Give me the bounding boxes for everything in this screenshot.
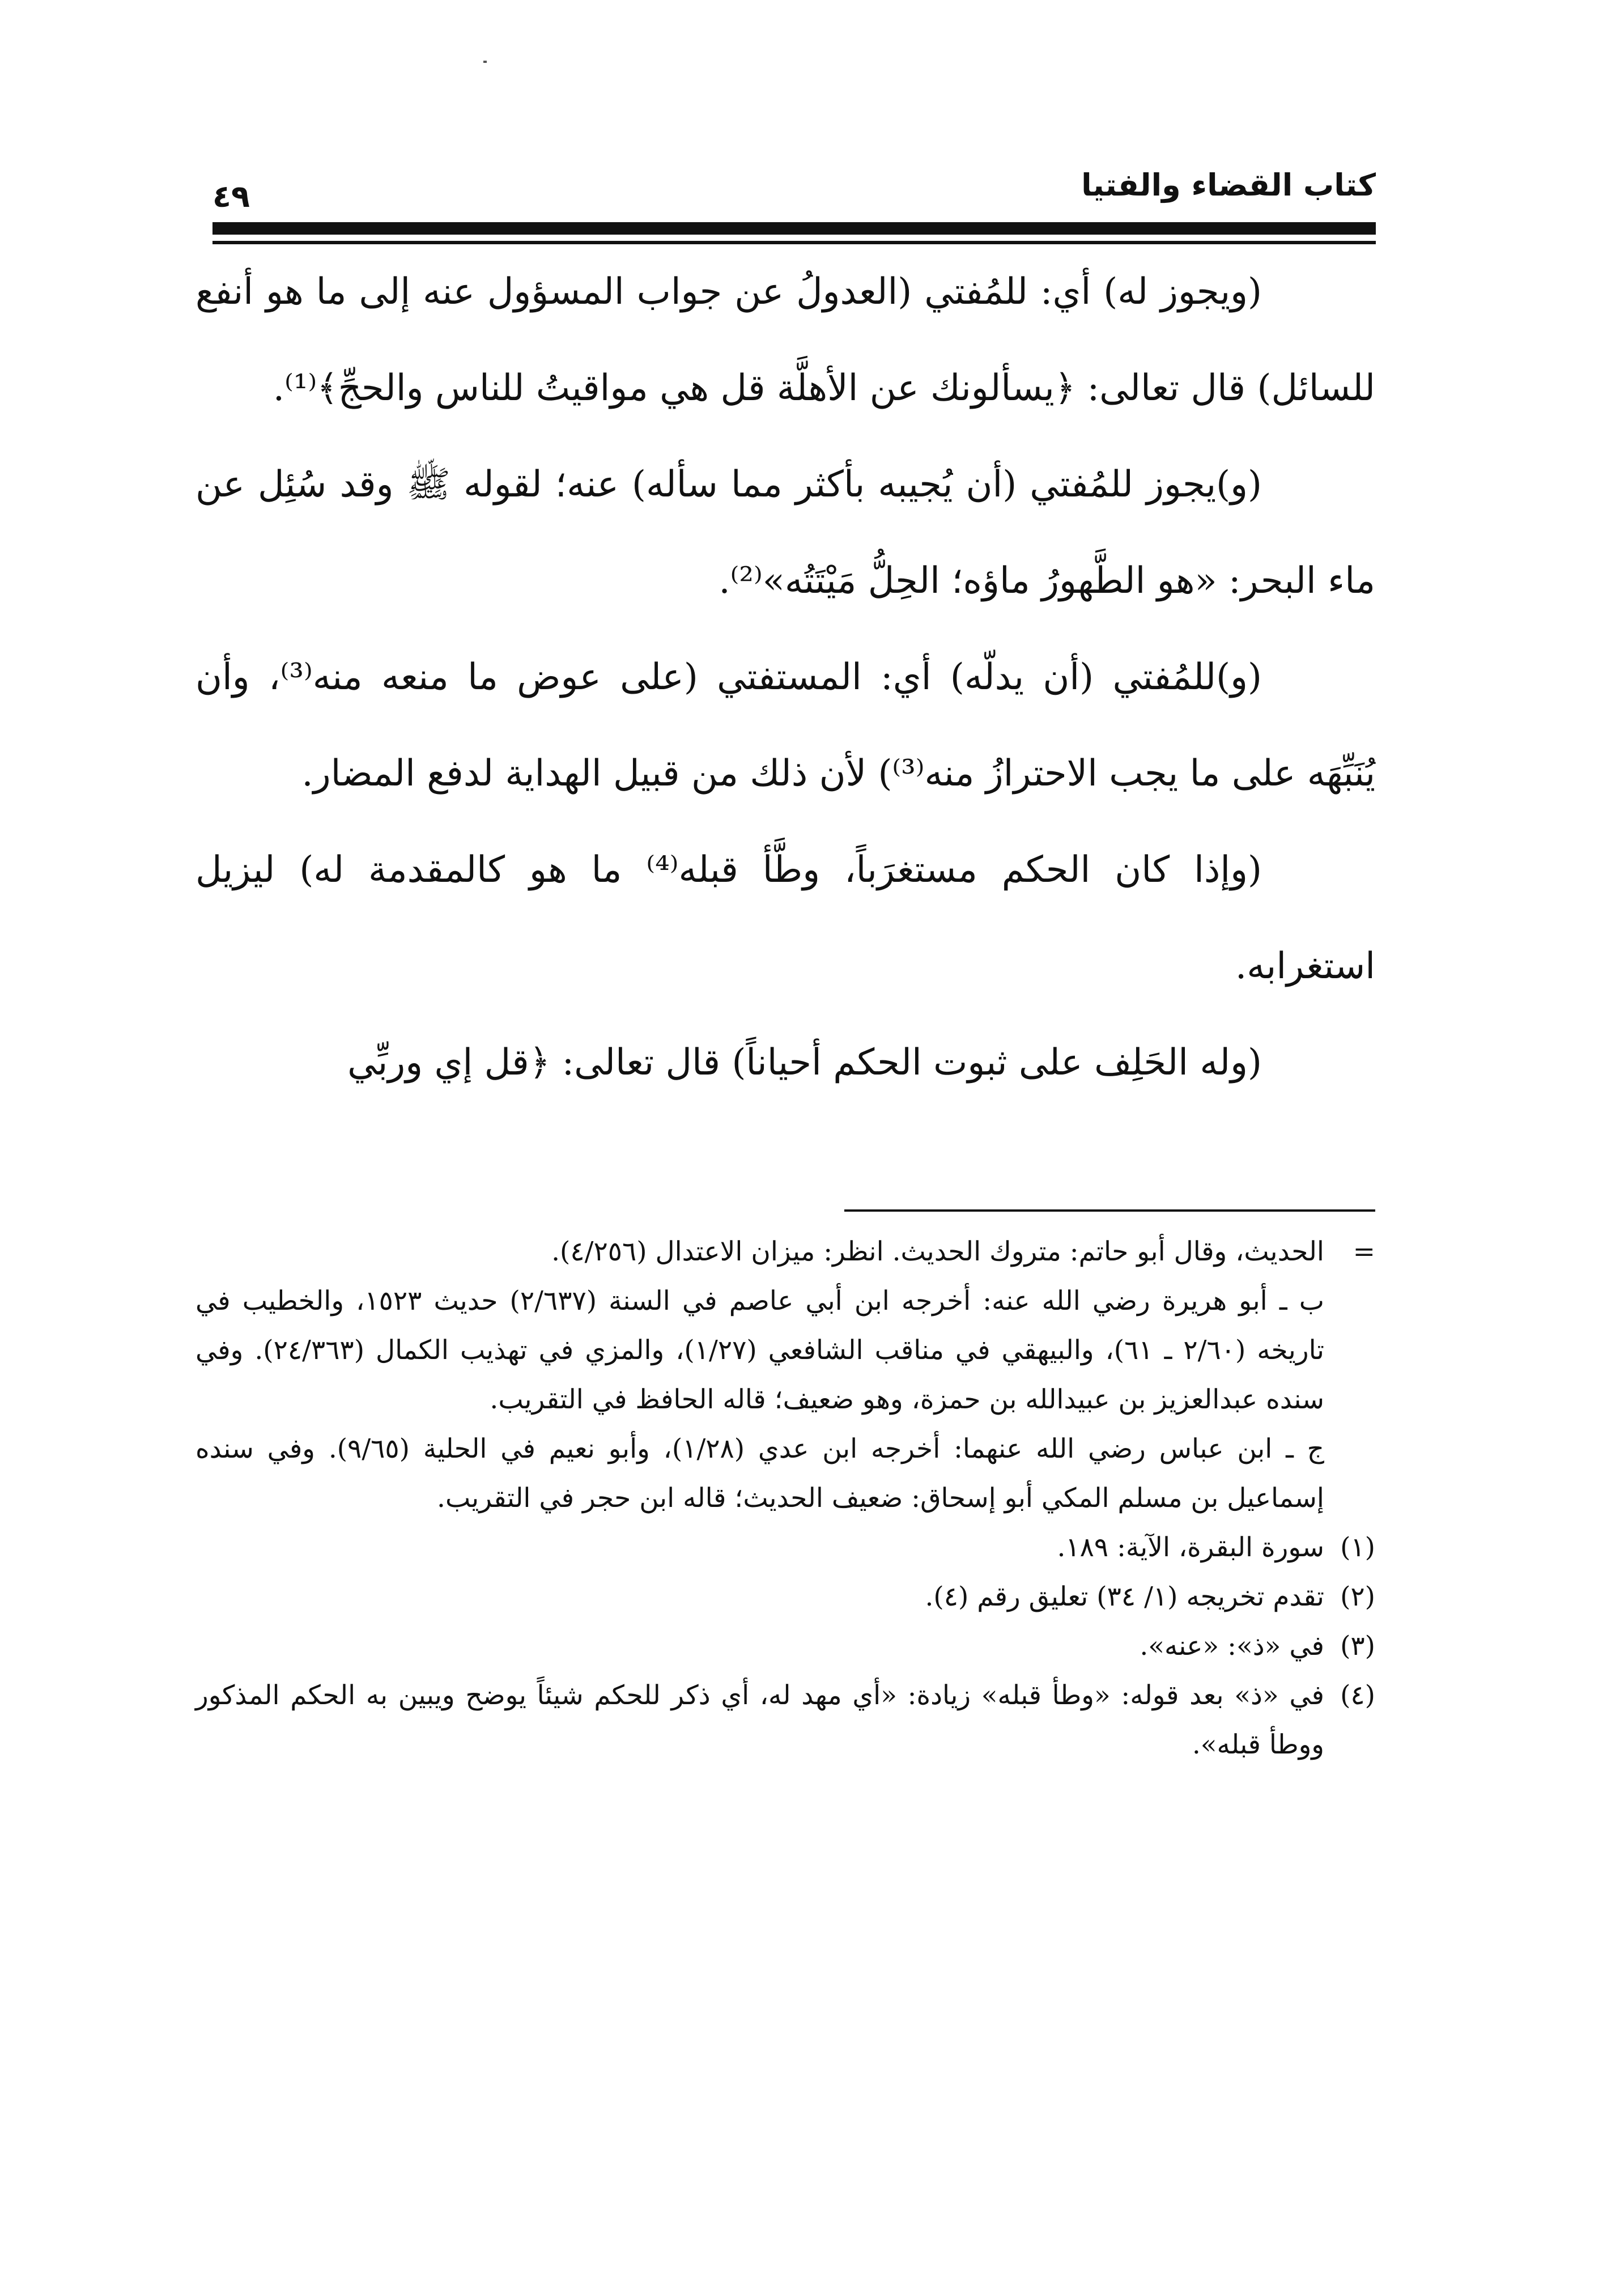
footnote-continuation (195, 1227, 1375, 1276)
footnote-1 (195, 1523, 1375, 1572)
speck-mark (483, 61, 487, 63)
footnote-3 (195, 1621, 1375, 1671)
footnote-2-text: تقدم تخريجه (١/ ٣٤) تعليق رقم (٤). (925, 1581, 1324, 1612)
footnote-separator (844, 1209, 1375, 1212)
footnote-3-number: (٣) (1340, 1630, 1375, 1662)
footnotes (195, 1227, 1375, 1769)
footnote-3-text: في «ذ»: «عنه». (1140, 1630, 1324, 1662)
footnote-item-b: ب ـ أبو هريرة رضي الله عنه: أخرجه ابن أبي عاصم في السنة (٢/٦٣٧) حديث ١٥٢٣، والخطيب في تاريخه (٢/٦٠ ـ ٦١)، والبيهقي في مناقب الشافعي (١/٢٧)، والمزي في تهذيب الكمال (٢٤/٣٦٣). وفي سنده عبدالعزيز بن عبيدالله بن حمزة، وهو ضعيف؛ قاله الحافظ في التقريب. (195, 1285, 1324, 1415)
paragraph-1: (ويجوز له) أي: للمُفتي (العدولُ عن جواب المسؤول عنه إلى ما هو أنفع للسائل) قال تعالى: ﴿يسألونك عن الأهلَّة قل هي مواقيتُ للناس والحجِّ﴾⁽¹⁾. (195, 271, 1375, 409)
paragraph-3: (و)للمُفتي (أن يدلّه) أي: المستفتي (على عوض ما منعه منه⁽³⁾، وأن يُنَبِّهَه على ما يجب الاحترازُ منه⁽³⁾) لأن ذلك من قبيل الهداية لدفع المضار. (195, 656, 1375, 795)
running-title: كتاب القضاء والفتيا (1081, 167, 1376, 203)
footnote-item-j: ج ـ ابن عباس رضي الله عنهما: أخرجه ابن عدي (١/٢٨)، وأبو نعيم في الحلية (٩/٦٥). وفي سنده إسماعيل بن مسلم المكي أبو إسحاق: ضعيف الحديث؛ قاله ابن حجر في التقريب. (195, 1433, 1324, 1514)
footnote-continuation-text: الحديث، وقال أبو حاتم: متروك الحديث. انظر: ميزان الاعتدال (٤/٢٥٦). (551, 1236, 1324, 1267)
paragraph-5: (وله الحَلِف على ثبوت الحكم أحياناً) قال تعالى: ﴿قل إي وربِّي (347, 1042, 1262, 1084)
footnote-2-number: (٢) (1340, 1581, 1375, 1612)
footnote-4 (195, 1671, 1375, 1769)
footnote-2 (195, 1572, 1375, 1621)
page-number: ٤٩ (212, 179, 250, 214)
paragraph-4: (وإذا كان الحكم مستغرَباً، وطَّأ قبله⁽⁴⁾ ما هو كالمقدمة له) ليزيل استغرابه. (195, 849, 1375, 987)
page-header (212, 145, 1376, 230)
footnote-4-number: (٤) (1340, 1680, 1375, 1711)
main-text (195, 244, 1375, 1111)
footnote-1-number: (١) (1340, 1532, 1375, 1563)
paragraph-2: (و)يجوز للمُفتي (أن يُجيبه بأكثر مما سأله) عنه؛ لقوله ﷺ وقد سُئِل عن ماء البحر: «هو الطَّهورُ ماؤه؛ الحِلُّ مَيْتَتُه»⁽²⁾. (195, 464, 1375, 602)
continuation-marker: = (1353, 1236, 1375, 1267)
footnote-4-text: في «ذ» بعد قوله: «وطأ قبله» زيادة: «أي مهد له، أي ذكر للحكم شيئاً يوضح ويبين به الحكم المذكور ووطأ قبله». (195, 1680, 1324, 1760)
footnote-1-text: سورة البقرة، الآية: ١٨٩. (1057, 1532, 1324, 1563)
header-rule-thick (212, 222, 1376, 235)
